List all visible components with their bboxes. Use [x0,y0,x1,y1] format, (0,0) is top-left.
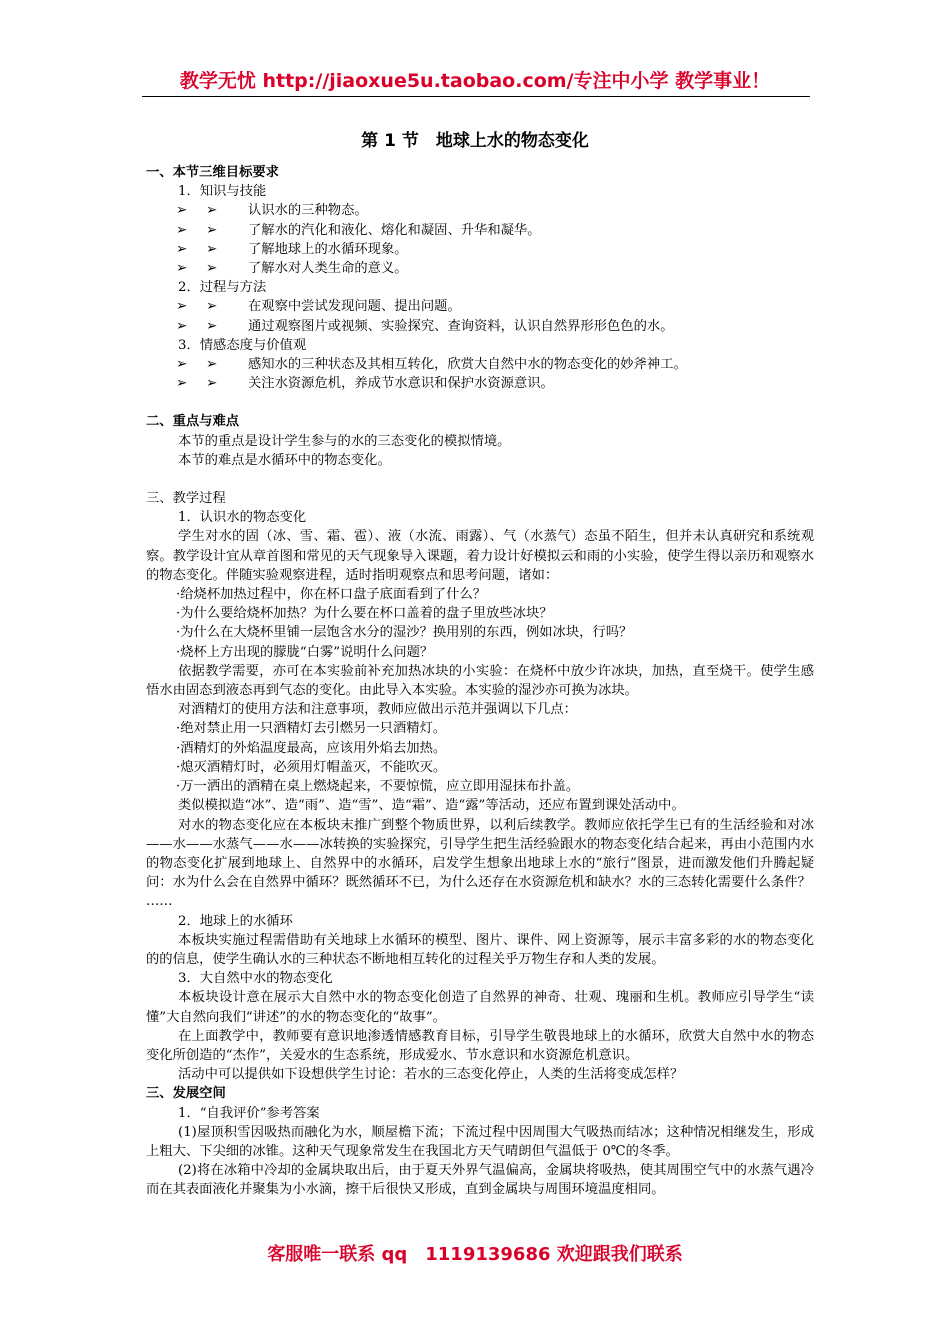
footer-contact: 客服唯一联系 qq 1119139686 欢迎跟我们联系 [267,1244,683,1265]
rule-item: ·酒精灯的外焰温度最高，应该用外焰去加热。 [176,740,447,756]
header-divider [142,96,810,97]
document-body [146,163,814,1200]
paragraph: (1)屋顶积雪因吸热而融化为水，顺屋檐下流；下流过程中因周围大气吸热而结冰；这种情况相继发生，形成上粗大、下尖细的冰锥。这种天气现象常发生在我国北方天气晴朗但气温低于 0℃的冬季。 [146,1124,814,1159]
question-item: ·烧杯上方出现的朦胧“白雾”说明什么问题？ [176,644,434,660]
list-item: ➢ ➢ 了解水的汽化和液化、熔化和凝固、升华和凝华。 [146,221,814,240]
paragraph: 本节的重点是设计学生参与的水的三态变化的模拟情境。 [178,433,511,449]
arrow-bullet-icon: ➢ [176,299,188,315]
section-heading: 二、重点与难点 [146,414,240,430]
section-heading: 三、教学过程 [146,491,226,507]
question-item: ·为什么要给烧杯加热？为什么要在杯口盖着的盘子里放些冰块？ [176,606,553,622]
rule-item: ·熄灭酒精灯时，必须用灯帽盖灭，不能吹灭。 [176,759,447,775]
rule-item: ·万一洒出的酒精在桌上燃烧起来，不要惊慌，应立即用湿抹布扑盖。 [176,779,580,795]
paragraph: 本板块设计意在展示大自然中水的物态变化创造了自然界的神奇、壮观、瑰丽和生机。教师应引导学生“读懂”大自然向我们“讲述”的水的物态变化的“故事”。 [146,990,814,1025]
arrow-bullet-icon: ➢ [206,241,218,257]
paragraph: 对水的物态变化应在本板块末推广到整个物质世界，以利后续教学。教师应依托学生已有的生活经验和对冰——水——水蒸气——水——冰转换的实验探究，引导学生把生活经验跟水的物态变化结合起来，再由小范围内水的物态变化扩展到地球上、自然界中的水循环，启发学生想象出地球上水的“旅行”图景，进而激发他们升腾起疑问：水为什么会在自然界中循环？既然循环不已，为什么还存在水资源危机和缺水？水的三态转化需要什么条件？ [146,817,814,891]
arrow-bullet-icon: ➢ [176,241,188,257]
arrow-bullet-icon: ➢ [176,376,188,392]
arrow-bullet-icon: ➢ [206,357,218,373]
subsection-title: 2．过程与方法 [178,280,267,296]
list-item: ➢ ➢ 感知水的三种状态及其相互转化，欣赏大自然中水的物态变化的妙斧神工。 [146,355,814,374]
paragraph: 对酒精灯的使用方法和注意事项，教师应做出示范并强调以下几点： [178,702,577,718]
paragraph: 活动中可以提供如下设想供学生讨论：若水的三态变化停止，人类的生活将变成怎样？ [178,1067,684,1083]
arrow-bullet-icon: ➢ [176,222,188,238]
arrow-bullet-icon: ➢ [206,203,218,219]
arrow-bullet-icon: ➢ [176,318,188,334]
arrow-bullet-icon: ➢ [176,203,188,219]
arrow-bullet-icon: ➢ [206,376,218,392]
page-title: 第 1 节 地球上水的物态变化 [361,131,589,151]
question-item: ·给烧杯加热过程中，你在杯口盘子底面看到了什么？ [176,587,487,603]
header-banner: 教学无忧 http://jiaoxue5u.taobao.com/专注中小学 教学事业！ [179,70,771,92]
question-item: ·为什么在大烧杯里铺一层饱含水分的湿沙？换用别的东西，例如冰块，行吗？ [176,625,633,641]
list-item: ➢ ➢ 认识水的三种物态。 [146,201,814,220]
paragraph: 学生对水的固（冰、雪、霜、雹）、液（水流、雨露）、气（水蒸气）态虽不陌生，但并未认真研究和系统观察。教学设计宜从章首图和常见的天气现象导入课题，着力设计好模拟云和雨的小实验，使学生得以亲历和观察水的物态变化。伴随实验观察进程，适时指明观察点和思考问题，诸如： [146,529,814,583]
subsection-title: 1．“自我评价”参考答案 [178,1105,320,1121]
ellipsis: …… [146,894,173,910]
paragraph: 本节的难点是水循环中的物态变化。 [178,452,391,468]
subsection-title: 1．知识与技能 [178,184,267,200]
section-heading: 一、本节三维目标要求 [146,165,279,180]
subsection-title: 3．情感态度与价值观 [178,337,307,353]
list-item: ➢ ➢ 通过观察图片或视频、实验探究、查询资料，认识自然界形形色色的水。 [146,317,814,336]
list-item: ➢ ➢ 在观察中尝试发现问题、提出问题。 [146,297,814,316]
arrow-bullet-icon: ➢ [176,357,188,373]
arrow-bullet-icon: ➢ [206,299,218,315]
subsection-title: 2．地球上的水循环 [178,913,293,929]
arrow-bullet-icon: ➢ [176,261,188,277]
list-item: ➢ ➢ 了解地球上的水循环现象。 [146,240,814,259]
rule-item: ·绝对禁止用一只酒精灯去引燃另一只酒精灯。 [176,721,447,737]
paragraph: (2)将在冰箱中冷却的金属块取出后，由于夏天外界气温偏高，金属块将吸热，使其周围空气中的水蒸气遇冷而在其表面液化并聚集为小水滴，擦干后很快又形成，直到金属块与周围环境温度相同。 [146,1163,814,1198]
subsection-title: 1．认识水的物态变化 [178,510,307,526]
list-item: ➢ ➢ 关注水资源危机，养成节水意识和保护水资源意识。 [146,374,814,393]
paragraph: 在上面教学中，教师要有意识地渗透情感教育目标，引导学生敬畏地球上的水循环，欣赏大自然中水的物态变化所创造的“杰作”，关爱水的生态系统，形成爱水、节水意识和水资源危机意识。 [146,1028,814,1063]
arrow-bullet-icon: ➢ [206,222,218,238]
paragraph: 本板块实施过程需借助有关地球上水循环的模型、图片、课件、网上资源等，展示丰富多彩的水的物态变化的的信息，使学生确认水的三种状态不断地相互转化的过程关乎万物生存和人类的发展。 [146,932,814,967]
paragraph: 类似模拟造“冰”、造“雨”、造“雪”、造“霜”、造“露”等活动，还应布置到课处活动中。 [178,798,685,814]
paragraph: 依据教学需要，亦可在本实验前补充加热冰块的小实验：在烧杯中放少许冰块，加热，直至烧干。使学生感悟水由固态到液态再到气态的变化。由此导入本实验。本实验的湿沙亦可换为冰块。 [146,663,814,699]
arrow-bullet-icon: ➢ [206,318,218,334]
section-heading: 三、发展空间 [146,1086,226,1102]
subsection-title: 3．大自然中水的物态变化 [178,971,333,987]
arrow-bullet-icon: ➢ [206,261,218,277]
list-item: ➢ ➢ 了解水对人类生命的意义。 [146,259,814,278]
